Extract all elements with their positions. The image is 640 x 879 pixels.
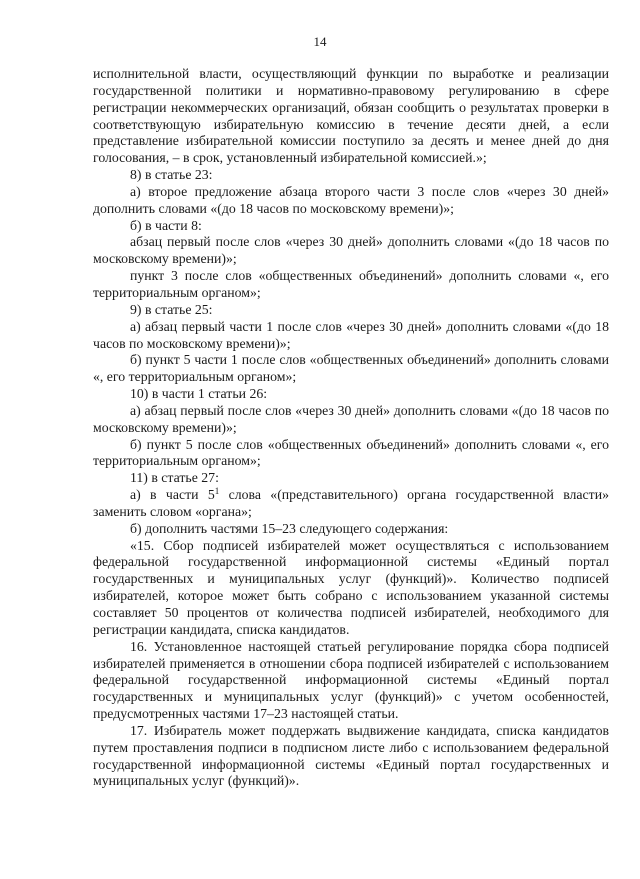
part-15: «15. Сбор подписей избирателей может осуществляться с использованием федеральной государственной информационной системы «Единый портал государственных и муниципальных услуг (функций)». Количество подписей избирателей, которое может быть собрано с использованием указанной системы составляет 50 процентов от количества подписей избирателей, необходимого для регистрации кандидата, списка кандидатов. (93, 537, 609, 637)
item-9b: б) пункт 5 части 1 после слов «общественных объединений» дополнить словами «, его территориальным органом»; (93, 352, 609, 385)
item-10-article-26: 10) в части 1 статьи 26: (130, 386, 268, 402)
item-8b-paragraph-first: абзац первый после слов «через 30 дней» дополнить словами «(до 18 часов по московскому времени)»; (93, 234, 609, 267)
item-8-article-23: 8) в статье 23: (130, 167, 213, 183)
item-11a (93, 487, 609, 521)
item-9a: а) абзац первый части 1 после слов «через 30 дней» дополнить словами «(до 18 часов по московскому времени)»; (93, 318, 609, 351)
superscript-1: 1 (214, 486, 220, 497)
part-17: 17. Избиратель может поддержать выдвижение кандидата, списка кандидатов путем проставления подписи в подписном листе либо с использованием федеральной государственной информационной системы «Единый портал государственных и муниципальных услуг (функций)». (93, 722, 609, 789)
item-8b-point-3: пункт 3 после слов «общественных объединений» дополнить словами «, его территориальным органом»; (93, 268, 609, 300)
page-number: 14 (313, 34, 327, 49)
item-8a: а) второе предложение абзаца второго части 3 после слов «через 30 дней» дополнить словами «(до 18 часов по московскому времени)»; (93, 183, 609, 216)
item-8b: б) в части 8: (130, 217, 202, 233)
paragraph-continuation: исполнительной власти, осуществляющий функции по выработке и реализации государственной политики и нормативно-правовому регулированию в сфере регистрации некоммерческих организаций, обязан сообщить о результатах проверки в соответствующую избирательную комиссию в течение десяти дней, а если представление избирательной комиссии поступило за десять и менее дней до дня голосования, – в срок, установленный избирательной комиссией.»; (93, 66, 609, 166)
item-11b: б) дополнить частями 15–23 следующего содержания: (130, 520, 449, 536)
item-11a-start: а) в части 5 (130, 487, 215, 503)
item-10b: б) пункт 5 после слов «общественных объединений» дополнить словами «, его территориальным органом»; (93, 436, 609, 469)
document-body (93, 66, 609, 790)
part-16: 16. Установленное настоящей статьей регулирование порядка сбора подписей избирателей применяется в отношении сбора подписей избирателей с использованием федеральной государственной информационной системы «Единый портал государственных и муниципальных услуг (функций)» с учетом особенностей, предусмотренных частями 17–23 настоящей статьи. (93, 638, 609, 722)
item-10a: а) абзац первый после слов «через 30 дней» дополнить словами «(до 18 часов по московскому времени)»; (93, 402, 609, 435)
item-9-article-25: 9) в статье 25: (130, 301, 213, 317)
item-11-article-27: 11) в статье 27: (130, 470, 219, 486)
item-11a-end: слова «(представительного) органа государственной власти» заменить словом «органа»; (93, 487, 609, 519)
